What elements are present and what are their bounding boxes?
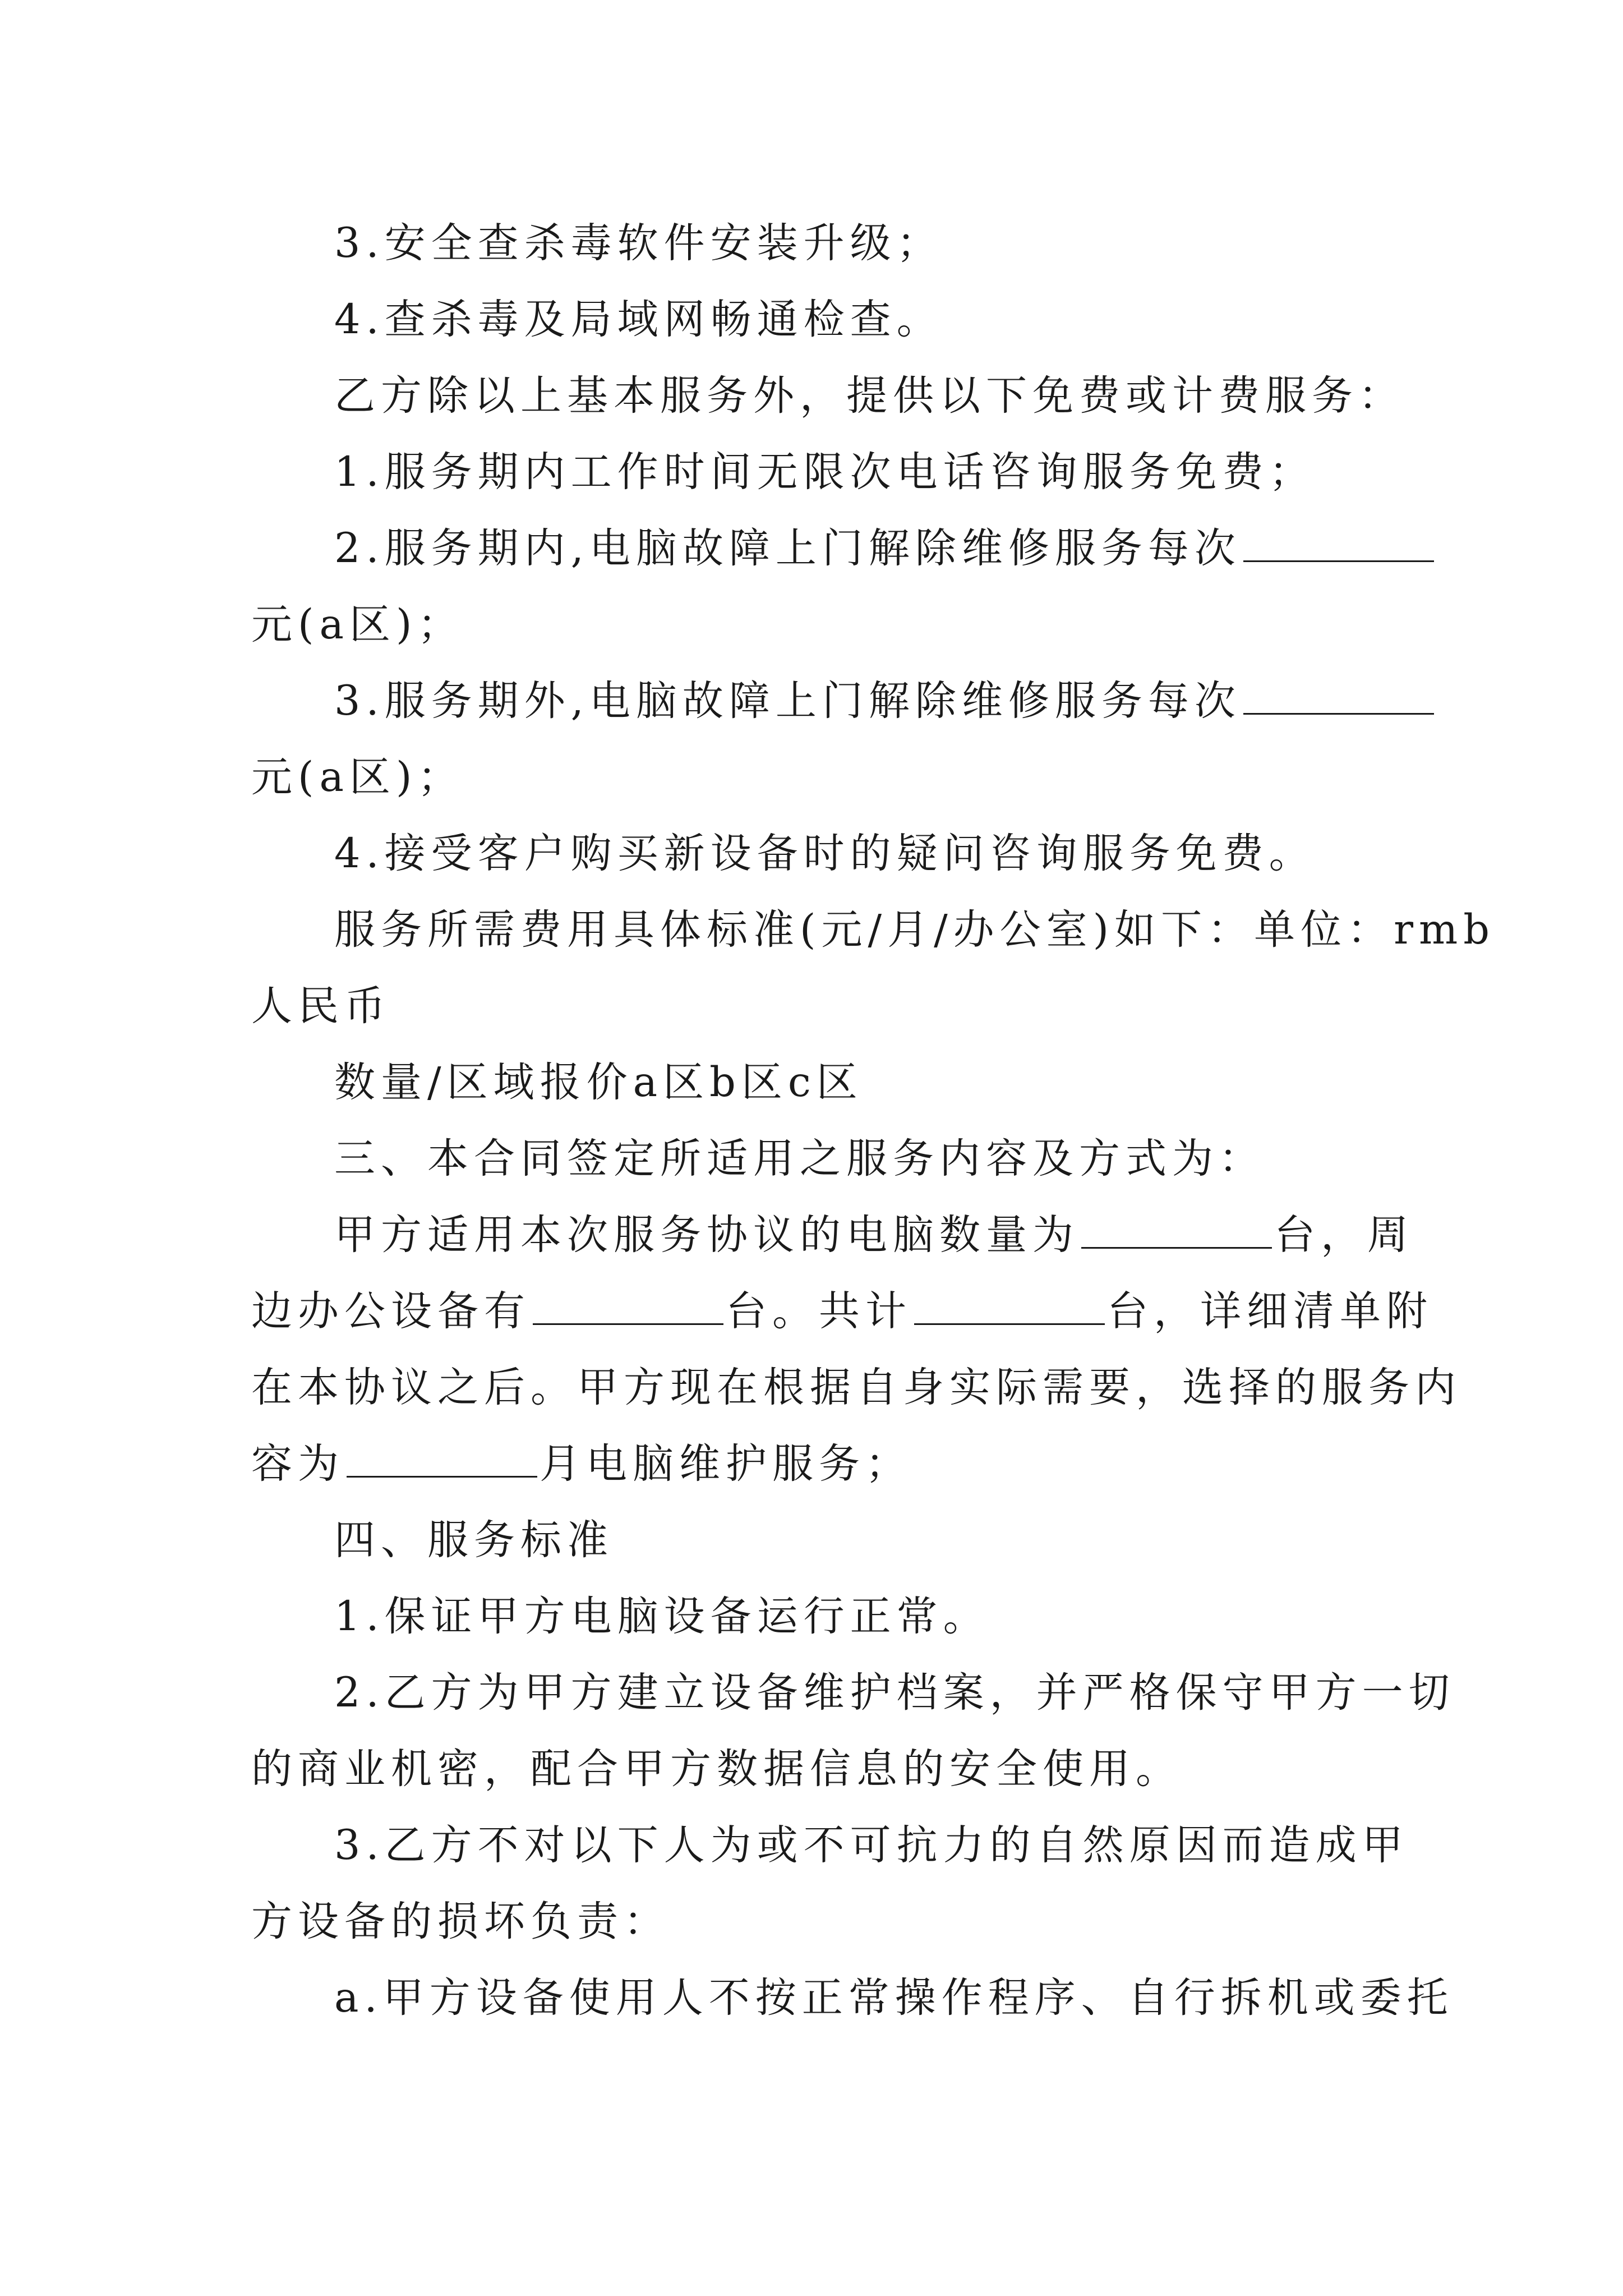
text-line — [251, 433, 1390, 512]
text-segment: a.甲方设备使用人不按正常操作程序、自行拆机或委托 — [334, 1974, 1454, 2022]
text-segment: 数量/区域报价a区b区c区 — [334, 1059, 863, 1106]
text-segment: 三、本合同签定所适用之服务内容及方式为： — [334, 1135, 1265, 1182]
text-segment: 服务所需费用具体标准(元/月/办公室)如下：单位：rmb — [334, 906, 1495, 954]
text-line — [251, 891, 1495, 969]
text-line — [251, 357, 1405, 435]
text-segment: 元(a区)； — [251, 753, 464, 801]
text-line — [251, 586, 1390, 664]
text-segment: 的商业机密，配合甲方数据信息的安全使用。 — [251, 1745, 1182, 1793]
text-line — [251, 967, 1390, 1046]
text-segment: 3.乙方不对以下人为或不可抗力的自然原因而造成甲 — [334, 1821, 1409, 1869]
text-line — [251, 1196, 1414, 1274]
text-line — [251, 1349, 1461, 1427]
fill-in-blank — [533, 1322, 723, 1325]
text-line — [251, 1883, 1390, 1961]
text-segment: 台，详细清单附 — [1107, 1287, 1433, 1335]
text-segment: 4.接受客户购买新设备时的疑问咨询服务免费。 — [334, 830, 1316, 877]
fill-in-blank — [1243, 559, 1434, 562]
text-segment: 人民币 — [251, 982, 391, 1030]
text-segment: 台，周 — [1274, 1211, 1414, 1259]
text-segment: 乙方除以上基本服务外，提供以下免费或计费服务： — [334, 372, 1405, 420]
text-segment: 2.服务期内,电脑故障上门解除维修服务每次 — [334, 524, 1241, 572]
fill-in-blank — [1243, 712, 1434, 715]
text-segment: 元(a区)； — [251, 601, 464, 648]
text-segment: 月电脑维护服务； — [540, 1440, 912, 1488]
text-line — [251, 1730, 1390, 1809]
text-segment: 甲方适用本次服务协议的电脑数量为 — [334, 1211, 1079, 1259]
text-line — [251, 1043, 1390, 1122]
text-line — [251, 1272, 1433, 1351]
fill-in-blank — [1081, 1246, 1272, 1249]
text-line — [251, 738, 1390, 817]
text-line — [251, 1654, 1455, 1732]
text-segment: 台。共计 — [726, 1287, 912, 1335]
text-line — [251, 509, 1390, 588]
text-segment: 1.服务期内工作时间无限次电话咨询服务免费； — [334, 448, 1316, 496]
text-segment: 边办公设备有 — [251, 1287, 531, 1335]
text-line — [251, 1806, 1409, 1885]
fill-in-blank — [914, 1322, 1105, 1325]
text-line — [251, 815, 1390, 893]
text-segment: 容为 — [251, 1440, 344, 1488]
text-line — [251, 204, 1390, 283]
text-segment: 在本协议之后。甲方现在根据自身实际需要，选择的服务内 — [251, 1364, 1461, 1411]
text-segment: 4.查杀毒及局域网畅通检查。 — [334, 296, 943, 343]
text-segment: 3.服务期外,电脑故障上门解除维修服务每次 — [334, 677, 1241, 725]
text-line — [251, 662, 1390, 740]
text-segment: 方设备的损坏负责： — [251, 1898, 670, 1945]
section-heading — [251, 1120, 1390, 1198]
fill-in-blank — [347, 1475, 537, 1478]
text-line — [251, 1425, 1390, 1503]
text-segment: 1.保证甲方电脑设备运行正常。 — [334, 1593, 990, 1640]
section-heading — [251, 1501, 1390, 1580]
text-line — [251, 1577, 1390, 1656]
text-line — [251, 1959, 1454, 2037]
text-line — [251, 280, 1390, 359]
text-segment: 3.安全查杀毒软件安装升级； — [334, 219, 943, 267]
text-segment: 四、服务标准 — [334, 1516, 614, 1564]
text-segment: 2.乙方为甲方建立设备维护档案，并严格保守甲方一切 — [334, 1669, 1455, 1717]
